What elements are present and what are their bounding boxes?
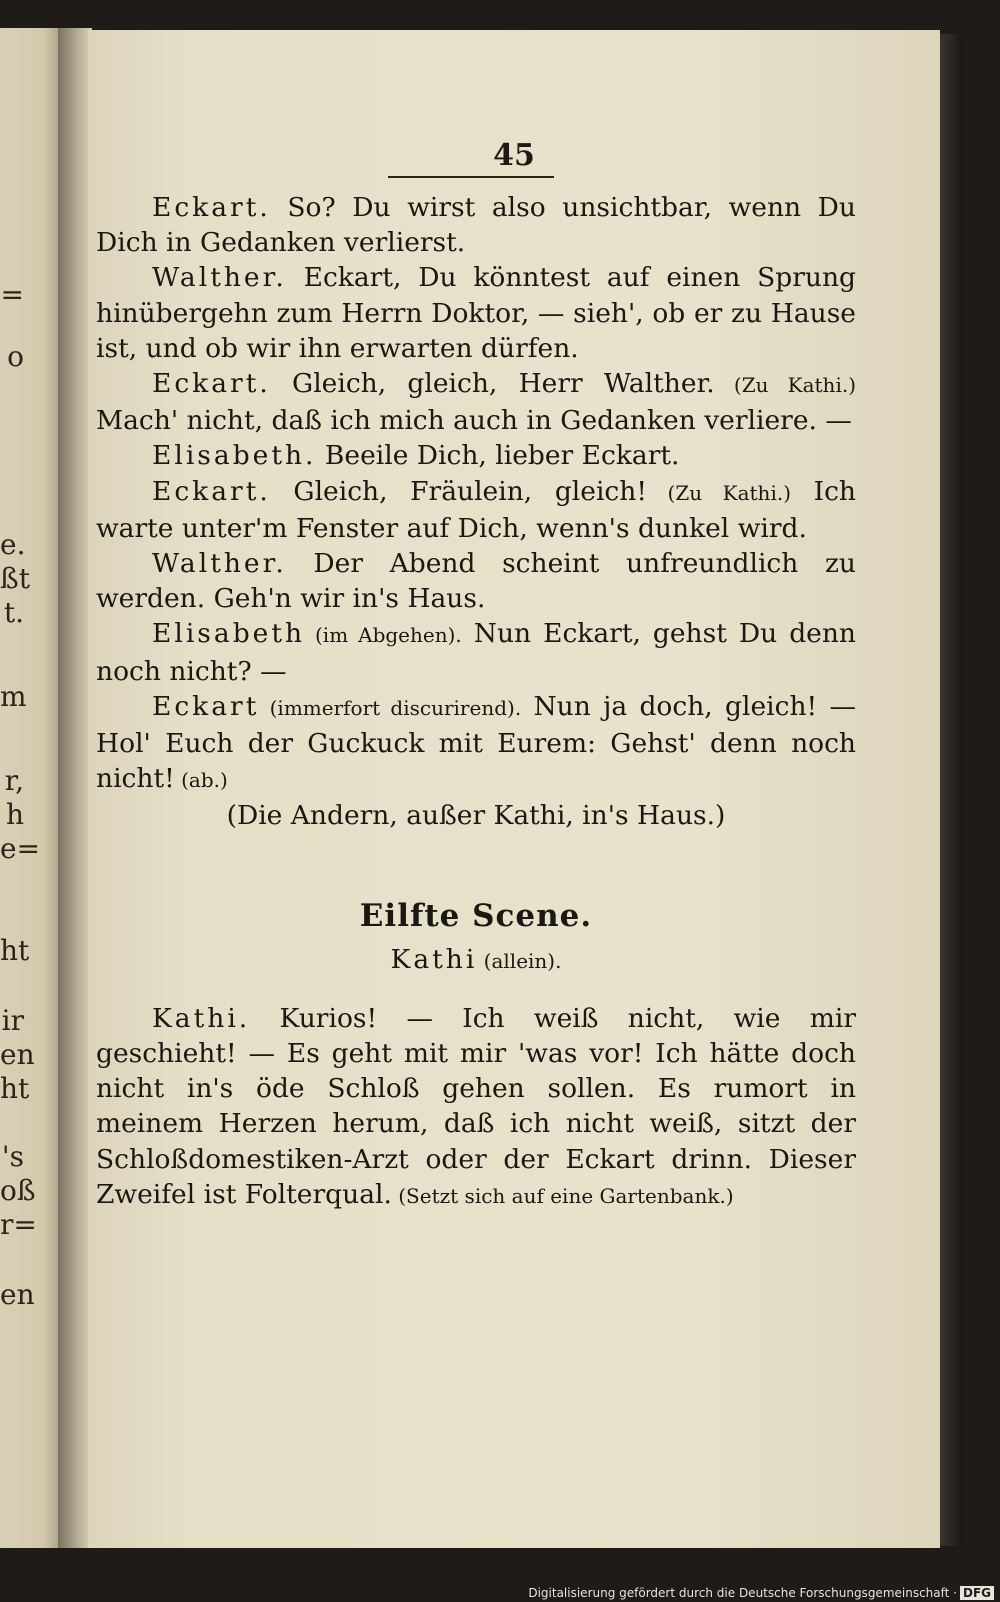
left-fragment: o bbox=[7, 340, 24, 373]
scene-persons bbox=[96, 942, 856, 979]
dialogue-paragraph bbox=[96, 474, 856, 546]
left-fragment: m bbox=[0, 680, 27, 713]
left-fragment: oß bbox=[0, 1174, 36, 1207]
left-fragment: ßt bbox=[0, 562, 30, 595]
left-fragment: e= bbox=[0, 832, 41, 865]
dialogue-text: Gleich, gleich, Herr Walther. bbox=[270, 368, 715, 400]
stage-direction: (Setzt sich auf eine Gartenbank.) bbox=[391, 1183, 734, 1208]
speaker-name: Elisabeth bbox=[152, 618, 306, 650]
book-gutter bbox=[58, 28, 92, 1548]
stage-direction-center: (Die Andern, außer Kathi, in's Haus.) bbox=[226, 800, 726, 832]
stage-direction: (Zu Kathi.) bbox=[714, 373, 856, 398]
dialogue-text: Mach' nicht, daß ich mich auch in Gedanken verliere. — bbox=[96, 405, 852, 437]
stage-direction: (im Abgehen). bbox=[305, 623, 462, 648]
monologue-paragraph bbox=[96, 1001, 856, 1214]
page-number: 45 bbox=[493, 138, 535, 173]
dialogue-text: Eckart, Du könntest auf einen Sprung hinübergehn zum Herrn Doktor, — sieh', ob er zu Hause ist, und ob wir ihn erwarten dürfen. bbox=[96, 262, 856, 364]
dfg-logo: DFG bbox=[960, 1586, 994, 1600]
speaker-name: Elisabeth. bbox=[152, 440, 317, 472]
left-fragment: en bbox=[0, 1278, 35, 1311]
dialogue-text: Nun Eckart, gehst Du denn noch nicht? — bbox=[96, 618, 856, 687]
dialogue-paragraph bbox=[96, 366, 856, 438]
left-fragment: en bbox=[0, 1038, 35, 1071]
dialogue-paragraph bbox=[96, 616, 856, 688]
speaker-name: Eckart bbox=[152, 690, 260, 722]
left-fragment: = bbox=[0, 278, 24, 311]
stage-direction: (immerfort discurirend). bbox=[259, 695, 522, 720]
speaker-name: Walther. bbox=[152, 262, 287, 294]
left-fragment: h bbox=[5, 798, 24, 831]
stage-direction: (allein). bbox=[477, 948, 562, 973]
dialogue-text: Ich warte unter'm Fenster auf Dich, wenn's dunkel wird. bbox=[96, 475, 856, 544]
left-page-edge bbox=[0, 28, 62, 1548]
dialogue-paragraph bbox=[96, 689, 856, 799]
dialogue-text: Gleich, Fräulein, gleich! bbox=[270, 475, 647, 507]
left-fragment: ht bbox=[0, 1072, 30, 1105]
stage-direction: (Zu Kathi.) bbox=[646, 480, 791, 505]
book-page bbox=[88, 30, 940, 1548]
dialogue-text: Beeile Dich, lieber Eckart. bbox=[316, 440, 680, 472]
left-fragment: r, bbox=[4, 764, 24, 797]
dialogue-text: So? Du wirst also unsichtbar, wenn Du Dich in Gedanken verlierst. bbox=[96, 192, 856, 259]
footer-text: Digitalisierung gefördert durch die Deutsche Forschungsgemeinschaft · bbox=[528, 1586, 957, 1600]
book-cover-edge bbox=[940, 34, 964, 1546]
speaker-name: Kathi bbox=[390, 943, 478, 975]
dialogue-paragraph bbox=[96, 546, 856, 616]
page-number-rule bbox=[388, 176, 554, 178]
dialogue-text: Nun ja doch, gleich! — Hol' Euch der Guckuck mit Eurem: Gehst' denn noch nicht! bbox=[96, 690, 856, 795]
left-fragment: ht bbox=[0, 934, 30, 967]
speaker-name: Walther. bbox=[152, 548, 287, 580]
left-fragment: r= bbox=[0, 1208, 37, 1241]
left-fragment: t. bbox=[3, 596, 24, 629]
stage-direction: (ab.) bbox=[174, 768, 228, 793]
dialogue-paragraph bbox=[96, 438, 856, 473]
dialogue-text: Der Abend scheint unfreundlich zu werden. Geh'n wir in's Haus. bbox=[96, 548, 856, 615]
dialogue-paragraph bbox=[96, 260, 856, 366]
digitization-footer bbox=[528, 1586, 994, 1600]
speaker-name: Eckart. bbox=[152, 475, 271, 507]
speaker-name: Eckart. bbox=[152, 368, 271, 400]
left-fragment: 's bbox=[1, 1140, 24, 1173]
left-fragment: ir bbox=[1, 1004, 24, 1037]
speaker-name: Kathi. bbox=[152, 1002, 251, 1034]
speaker-name: Eckart. bbox=[152, 192, 271, 223]
left-fragment: e. bbox=[0, 528, 26, 561]
dialogue-paragraph bbox=[96, 190, 856, 260]
page-text bbox=[96, 190, 856, 1214]
dialogue-text: Kurios! — Ich weiß nicht, wie mir geschieht! — Es geht mit mir 'was vor! Ich hätte doch nicht in's öde Schloß gehen sollen. Es rumort in meinem Herzen herum, daß ich nicht weiß, sitzt der Schloßdomestiken-Arzt oder der Eckart drinn. Dieser Zweifel ist Folterqual. bbox=[96, 1002, 856, 1210]
scene-title: Eilfte Scene. bbox=[359, 897, 593, 934]
